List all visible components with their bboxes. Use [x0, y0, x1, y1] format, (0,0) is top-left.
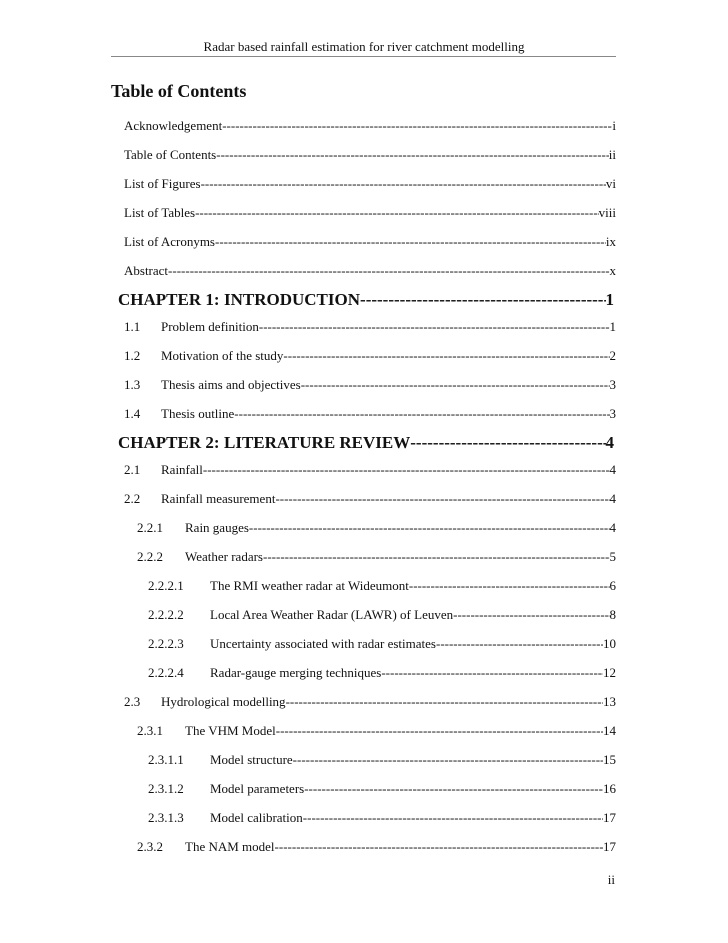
footer-page-number: ii	[607, 872, 615, 887]
toc-entry-number: 2.2.1	[137, 520, 163, 535]
toc-entry-page: vi	[605, 176, 616, 191]
toc-entry-label: Model structure	[210, 752, 293, 767]
toc-entry[interactable]	[137, 723, 616, 739]
toc-entry-page: 12	[603, 665, 616, 680]
toc-entry-number: 2.2.2.1	[148, 578, 184, 593]
toc-entry-label: Abstract	[124, 263, 169, 278]
dot-leader	[276, 723, 603, 739]
toc-entry-page: 4	[609, 520, 616, 535]
toc-entry-number: 2.1	[124, 462, 141, 477]
toc-entry-number: CHAPTER 2:	[118, 433, 220, 452]
toc-entry-label: Thesis outline	[161, 406, 235, 421]
toc-entry-page: ix	[605, 234, 616, 249]
toc-entry-page: i	[612, 118, 616, 133]
toc-entry-label: Rainfall	[161, 462, 203, 477]
toc-entry-label: Acknowledgement	[124, 118, 223, 133]
toc-entry-label: Thesis aims and objectives	[161, 377, 301, 392]
toc-entry-number: 2.2.2.3	[148, 636, 184, 651]
toc-entry[interactable]	[124, 462, 616, 478]
toc-entry-number: CHAPTER 1:	[118, 290, 220, 309]
toc-entry-label: Model calibration	[210, 810, 303, 825]
toc-entry-number: 2.3.1.1	[148, 752, 184, 767]
toc-entry-label: LITERATURE REVIEW	[224, 433, 411, 452]
dot-leader	[453, 607, 609, 623]
dot-leader	[201, 176, 606, 192]
toc-entry[interactable]	[137, 520, 616, 536]
toc-entry-number: 2.3.1	[137, 723, 163, 738]
toc-entry-label: Rainfall measurement	[161, 491, 276, 506]
dot-leader	[410, 433, 605, 453]
toc-entry[interactable]	[148, 607, 616, 623]
toc-entry-number: 1.4	[124, 406, 141, 421]
toc-entry-number: 1.2	[124, 348, 141, 363]
dot-leader	[381, 665, 603, 681]
toc-entry-label: Local Area Weather Radar (LAWR) of Leuven	[210, 607, 454, 622]
toc-entry-label: Model parameters	[210, 781, 305, 796]
dot-leader	[286, 694, 603, 710]
toc-entry[interactable]	[124, 118, 616, 134]
toc-entry-number: 2.2	[124, 491, 141, 506]
toc-entry-page: 10	[603, 636, 616, 651]
toc-entry-label: Problem definition	[161, 319, 259, 334]
toc-entry[interactable]	[137, 549, 616, 565]
toc-entry-page: 17	[603, 839, 616, 854]
toc-entry[interactable]	[148, 810, 616, 826]
toc-entry-label: Uncertainty associated with radar estimates	[210, 636, 436, 651]
toc-entry-label: INTRODUCTION	[224, 290, 361, 309]
toc-entry-page: 4	[609, 491, 616, 506]
toc-entry-label: The NAM model	[185, 839, 275, 854]
toc-entry[interactable]	[124, 348, 616, 364]
toc-entry-page: 2	[609, 348, 616, 363]
dot-leader	[263, 549, 610, 565]
toc-entry-page: 16	[603, 781, 616, 796]
toc-entry-page: 1	[605, 290, 614, 309]
toc-entry-label: List of Tables	[124, 205, 196, 220]
toc-entry[interactable]	[148, 578, 616, 594]
toc-entry-label: Weather radars	[185, 549, 263, 564]
toc-chapter-entry[interactable]	[118, 290, 614, 310]
dot-leader	[249, 520, 610, 536]
toc-entry-number: 1.3	[124, 377, 141, 392]
toc-entry-label: Hydrological modelling	[161, 694, 286, 709]
toc-entry-page: ii	[608, 147, 616, 162]
toc-entry-page: 6	[609, 578, 616, 593]
toc-entry[interactable]	[124, 491, 616, 507]
toc-entry-page: x	[609, 263, 616, 278]
dot-leader	[304, 781, 603, 797]
toc-entry[interactable]	[124, 377, 616, 393]
toc-entry[interactable]	[137, 839, 616, 855]
toc-entry-number: 2.2.2	[137, 549, 163, 564]
toc-entry[interactable]	[124, 234, 616, 250]
toc-entry-label: Rain gauges	[185, 520, 249, 535]
toc-entry-page: 17	[603, 810, 616, 825]
dot-leader	[360, 290, 605, 310]
dot-leader	[215, 234, 606, 250]
toc-entry[interactable]	[124, 147, 616, 163]
dot-leader	[301, 377, 610, 393]
toc-entry-number: 2.3	[124, 694, 141, 709]
toc-title: Table of Contents	[111, 81, 247, 101]
toc-entry[interactable]	[124, 406, 616, 422]
toc-entry-page: 14	[603, 723, 616, 738]
toc-entry[interactable]	[124, 319, 616, 335]
dot-leader	[293, 752, 603, 768]
dot-leader	[409, 578, 610, 594]
toc-entry[interactable]	[148, 781, 616, 797]
toc-entry[interactable]	[124, 694, 616, 710]
dot-leader	[195, 205, 599, 221]
toc-entry[interactable]	[124, 263, 616, 279]
dot-leader	[275, 839, 603, 855]
running-header: Radar based rainfall estimation for river catchment modelling	[203, 39, 525, 54]
toc-entry[interactable]	[148, 752, 616, 768]
toc-entry[interactable]	[124, 205, 616, 221]
toc-entry-label: Motivation of the study	[161, 348, 284, 363]
toc-entry-page: 1	[609, 319, 616, 334]
dot-leader	[203, 462, 610, 478]
toc-entry-page: 5	[609, 549, 616, 564]
dot-leader	[275, 491, 609, 507]
toc-entry-page: 15	[603, 752, 616, 767]
toc-entry-label: Table of Contents	[124, 147, 217, 162]
toc-entry-page: 13	[603, 694, 616, 709]
toc-entry-page: 8	[609, 607, 616, 622]
toc-entry-label: Radar-gauge merging techniques	[210, 665, 382, 680]
dot-leader	[259, 319, 610, 335]
dot-leader	[436, 636, 603, 652]
dot-leader	[283, 348, 609, 364]
toc-entry-label: The VHM Model	[185, 723, 276, 738]
dot-leader	[222, 118, 612, 134]
dot-leader	[216, 147, 609, 163]
toc-entry-number: 2.2.2.4	[148, 665, 184, 680]
toc-entry[interactable]	[124, 176, 616, 192]
toc-entry-page: 3	[609, 406, 616, 421]
toc-entry[interactable]	[148, 665, 616, 681]
toc-entry-number: 2.2.2.2	[148, 607, 184, 622]
toc-entry-page: 4	[609, 462, 616, 477]
toc-entry[interactable]	[148, 636, 616, 652]
toc-entry-page: 3	[609, 377, 616, 392]
toc-entry-number: 2.3.1.2	[148, 781, 184, 796]
dot-leader	[168, 263, 609, 279]
dot-leader	[303, 810, 603, 826]
toc-chapter-entry[interactable]	[118, 433, 614, 453]
toc-entry-number: 2.3.2	[137, 839, 163, 854]
toc-entry-label: List of Figures	[124, 176, 201, 191]
toc-entry-number: 1.1	[124, 319, 141, 334]
toc-entry-number: 2.3.1.3	[148, 810, 184, 825]
toc-entry-page: 4	[605, 433, 614, 452]
dot-leader	[234, 406, 609, 422]
toc-entry-label: The RMI weather radar at Wideumont	[210, 578, 409, 593]
toc-entry-page: viii	[598, 205, 616, 220]
toc-entry-label: List of Acronyms	[124, 234, 215, 249]
